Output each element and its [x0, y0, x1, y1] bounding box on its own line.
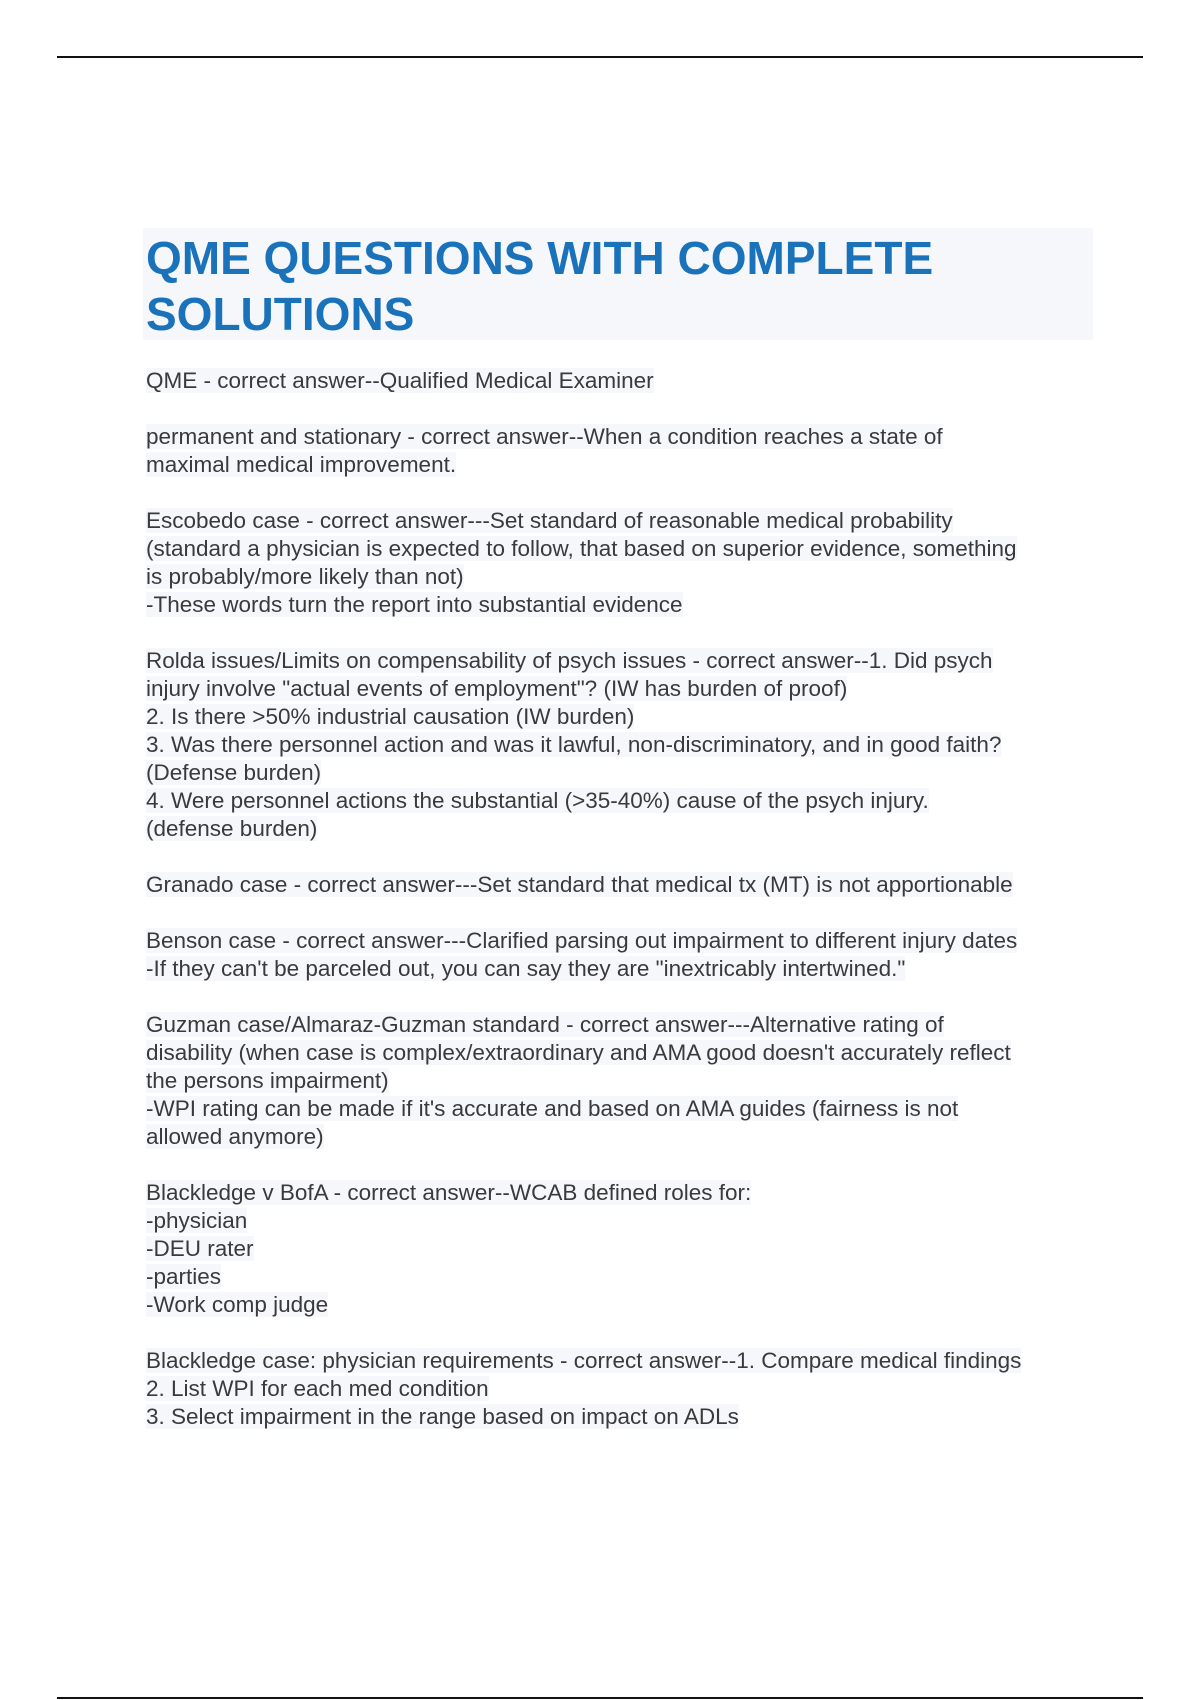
qa-entry-guzman	[146, 1011, 1096, 1151]
qa-text-line: the persons impairment)	[146, 1068, 389, 1093]
qa-entry-blackledge-physician	[146, 1347, 1096, 1431]
qa-text-line: 4. Were personnel actions the substantial (>35-40%) cause of the psych injury.	[146, 788, 929, 813]
qa-text-line: Granado case - correct answer---Set standard that medical tx (MT) is not apportionable	[146, 872, 1013, 897]
qa-text-line: Escobedo case - correct answer---Set standard of reasonable medical probability	[146, 508, 953, 533]
qa-entry-benson	[146, 927, 1096, 983]
title-line-1: QME QUESTIONS WITH COMPLETE	[146, 232, 934, 284]
qa-text-line: maximal medical improvement.	[146, 452, 457, 477]
qa-entry-granado	[146, 871, 1096, 899]
qa-text-line: 3. Was there personnel action and was it lawful, non-discriminatory, and in good faith?	[146, 732, 1002, 757]
qa-text-line: injury involve "actual events of employment"? (IW has burden of proof)	[146, 676, 848, 701]
qa-text-line: -parties	[146, 1264, 222, 1289]
qa-text-line: -If they can't be parceled out, you can say they are "inextricably intertwined."	[146, 956, 906, 981]
qa-text-line: QME - correct answer--Qualified Medical Examiner	[146, 368, 654, 393]
qa-entry-qme	[146, 367, 1096, 395]
qa-text-line: -Work comp judge	[146, 1292, 329, 1317]
qa-text-line: (defense burden)	[146, 816, 318, 841]
document-title-block	[143, 228, 1093, 340]
document-title	[146, 230, 1090, 342]
qa-entry-blackledge-roles	[146, 1179, 1096, 1319]
qa-text-line: -physician	[146, 1208, 248, 1233]
qa-text-line: permanent and stationary - correct answer--When a condition reaches a state of	[146, 424, 943, 449]
qa-text-line: Benson case - correct answer---Clarified parsing out impairment to different injury dates	[146, 928, 1018, 953]
qa-entry-escobedo	[146, 507, 1096, 619]
qa-list	[146, 367, 1096, 1459]
qa-text-line: is probably/more likely than not)	[146, 564, 464, 589]
qa-text-line: 3. Select impairment in the range based on impact on ADLs	[146, 1404, 739, 1429]
qa-text-line: (Defense burden)	[146, 760, 322, 785]
qa-entry-rolda	[146, 647, 1096, 843]
qa-text-line: Guzman case/Almaraz-Guzman standard - correct answer---Alternative rating of	[146, 1012, 944, 1037]
qa-text-line: -These words turn the report into substantial evidence	[146, 592, 683, 617]
qa-text-line: (standard a physician is expected to follow, that based on superior evidence, something	[146, 536, 1017, 561]
footer-rule	[57, 1697, 1143, 1699]
header-rule	[57, 56, 1143, 58]
qa-text-line: disability (when case is complex/extraordinary and AMA good doesn't accurately reflect	[146, 1040, 1011, 1065]
title-line-2: SOLUTIONS	[146, 288, 415, 340]
qa-text-line: 2. List WPI for each med condition	[146, 1376, 489, 1401]
qa-text-line: -WPI rating can be made if it's accurate and based on AMA guides (fairness is not	[146, 1096, 959, 1121]
qa-text-line: -DEU rater	[146, 1236, 254, 1261]
qa-text-line: Blackledge v BofA - correct answer--WCAB defined roles for:	[146, 1180, 752, 1205]
qa-text-line: allowed anymore)	[146, 1124, 324, 1149]
qa-text-line: Rolda issues/Limits on compensability of psych issues - correct answer--1. Did psych	[146, 648, 993, 673]
qa-text-line: Blackledge case: physician requirements - correct answer--1. Compare medical findings	[146, 1348, 1022, 1373]
qa-entry-permanent-stationary	[146, 423, 1096, 479]
qa-text-line: 2. Is there >50% industrial causation (IW burden)	[146, 704, 635, 729]
